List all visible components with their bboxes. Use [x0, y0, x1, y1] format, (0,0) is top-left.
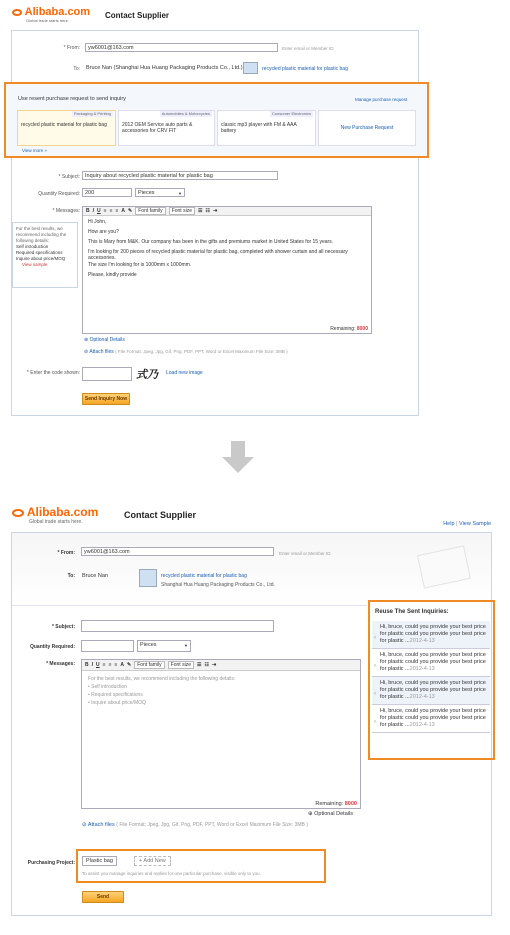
divider: [12, 605, 367, 606]
code-input[interactable]: [82, 367, 132, 381]
send-inquiry-button[interactable]: Send Inquiry Now: [82, 393, 130, 405]
card-category: Automobiles & Motorcycles: [161, 111, 210, 116]
reuse-item[interactable]: ‹ Hi, bruce, could you provide your best price for plastic could you provide your best price for plastic ...2012-4-13: [372, 677, 490, 705]
underline-button[interactable]: U: [97, 208, 101, 214]
circle-icon: ⊕: [84, 337, 89, 343]
italic-button[interactable]: I: [92, 208, 95, 214]
arrow-down-icon: [231, 441, 245, 457]
send-button[interactable]: Send: [82, 891, 124, 903]
message-line: The size I'm looking for is 1000mm x 1000mm.: [88, 262, 192, 268]
message-body[interactable]: [83, 216, 371, 285]
purchasing-project-box: [76, 849, 326, 883]
reuse-panel: [372, 605, 490, 755]
page-title: Contact Supplier: [105, 11, 170, 20]
attach-hint: ( File Format: Jpeg, Jpg, Gif, Png, PDF, PPT, Word or Excel Maximum File Size: 3MB ): [115, 349, 288, 354]
from-input[interactable]: yw6001@163.com: [81, 547, 274, 556]
tip-item: Self introduction: [16, 244, 49, 249]
from-hint: Enter email or Member ID: [282, 46, 334, 51]
view-sample-link[interactable]: View sample: [22, 262, 48, 267]
card-category: Consumer Electronics: [271, 111, 311, 116]
chevron-left-icon: ‹: [374, 718, 376, 725]
tip-item: • Required specifications: [88, 692, 143, 698]
tips-intro: For the best results, we recommend including the following details:: [16, 226, 67, 243]
tips-box: [12, 222, 78, 288]
font-family-select[interactable]: Font family: [135, 207, 165, 215]
message-editor[interactable]: [81, 659, 361, 809]
to-product-link[interactable]: recycled plastic material for plastic bag: [161, 573, 247, 579]
logo-icon: [12, 9, 22, 16]
tips-intro: For the best results, we recommend including the following details:: [88, 676, 236, 682]
chevron-down-icon: ▼: [184, 643, 188, 648]
unit-select[interactable]: [137, 640, 191, 652]
alibaba-logo[interactable]: Alibaba.com: [12, 505, 98, 519]
tip-item: • Inquire about price/MOQ: [88, 700, 146, 706]
unit-value: Pieces: [138, 190, 155, 196]
indent-icon[interactable]: ⇥: [211, 662, 217, 668]
project-label: Purchasing Project:: [27, 860, 75, 866]
optional-details-toggle[interactable]: ⊕ Optional Details: [84, 337, 125, 343]
remaining-value: 8000: [344, 801, 357, 807]
quantity-label: Quantity Required:: [29, 644, 75, 650]
alibaba-logo[interactable]: Alibaba.com: [12, 6, 90, 18]
align-left-icon[interactable]: ≡: [103, 208, 107, 214]
remaining-counter: Remaining: 8000: [330, 326, 368, 332]
product-thumbnail: [243, 62, 258, 74]
load-new-image-link[interactable]: Load new image: [166, 370, 203, 376]
help-links: Help | View Sample: [443, 521, 491, 527]
quantity-input[interactable]: [81, 640, 134, 652]
help-link[interactable]: Help: [443, 521, 455, 527]
message-line: Please, kindly provide: [88, 272, 137, 278]
indent-icon[interactable]: ⇥: [212, 208, 218, 214]
card-text: 2012 OEM Service auto parts & accessories for CRV FIT: [122, 122, 193, 134]
bottom-header: [12, 505, 497, 529]
attach-files[interactable]: ⊘ Attach files ( File Format: Jpeg, Jpg, Gif, Png, PDF, PPT, Word or Excel Maximum File Size: 3MB ): [84, 349, 288, 355]
reuse-item[interactable]: ‹ Hi, bruce, could you provide your best price for plastic could you provide your best price for plastic ...2012-4-13: [372, 649, 490, 677]
align-center-icon[interactable]: ≡: [109, 208, 113, 214]
message-line: Hi John,: [88, 219, 107, 225]
code-label: * Enter the code shown:: [26, 370, 80, 376]
chevron-left-icon: ‹: [374, 662, 376, 669]
quantity-label: Quantity Required:: [38, 191, 80, 197]
to-company: Shanghai Hua Huang Packaging Products Co., Ltd.: [161, 582, 275, 588]
unit-select[interactable]: [135, 188, 185, 197]
request-card-3[interactable]: [217, 110, 316, 146]
message-line: I'm looking for 200 pieces of recycled plastic material for plastic bag, completed with shower curtain and all necessary accessories.: [88, 249, 348, 261]
align-right-icon[interactable]: ≡: [115, 208, 119, 214]
subject-input[interactable]: Inquiry about recycled plastic material for plastic bag: [82, 171, 278, 180]
attach-files[interactable]: ⊘ Attach files ( File Format: Jpeg, Jpg, Gif, Png, PDF, PPT, Word or Excel Maximum File Size: 3MB ): [82, 822, 308, 828]
to-name: Bruce Nan: [82, 573, 108, 579]
card-text: classic mp3 player with FM & AAA battery: [221, 122, 297, 134]
align-left-icon[interactable]: ≡: [102, 662, 106, 668]
reuse-item[interactable]: ‹ Hi, bruce, could you provide your best price for plastic could you provide your best price for plastic ...2012-4-13: [372, 621, 490, 649]
subject-input[interactable]: [81, 620, 274, 632]
message-placeholder: [82, 671, 360, 711]
view-sample-link[interactable]: View Sample: [459, 521, 491, 527]
tip-item: • Self introduction: [88, 684, 127, 690]
page-title: Contact Supplier: [124, 510, 197, 520]
list-icon[interactable]: ☰: [197, 208, 203, 214]
request-card-1[interactable]: [17, 110, 116, 146]
message-line: This is Mary from M&K. Our company has been in the gifts and premiums market in United States for 15 years.: [88, 239, 334, 245]
from-label: * From:: [63, 45, 80, 51]
top-header: [12, 6, 492, 28]
reuse-title: Reuse The Sent Inquiries:: [375, 609, 449, 615]
reuse-item[interactable]: ‹ Hi, bruce, could you provide your best price for plastic could you provide your best price for plastic ...2012-4-13: [372, 705, 490, 733]
to-label: To:: [67, 573, 75, 579]
new-request-card[interactable]: [318, 110, 416, 146]
numbered-list-icon[interactable]: ☷: [204, 662, 209, 668]
new-request-link[interactable]: New Purchase Request: [340, 125, 394, 131]
remaining-value: 8000: [356, 326, 368, 332]
to-label: To:: [73, 66, 80, 72]
tip-item: Required specifications: [16, 250, 63, 255]
highlight-icon[interactable]: ✎: [127, 662, 132, 668]
card-text: recycled plastic material for plastic bag: [21, 122, 107, 128]
remaining-counter: Remaining: 8000: [315, 801, 357, 807]
italic-button[interactable]: I: [91, 662, 94, 668]
to-product-link[interactable]: recycled plastic material for plastic bag: [262, 66, 348, 72]
request-card-2[interactable]: [118, 110, 215, 146]
align-center-icon[interactable]: ≡: [108, 662, 112, 668]
optional-details-toggle[interactable]: ⊕ Optional Details: [308, 811, 353, 817]
from-hint: Enter email or Member ID.: [279, 551, 332, 556]
chevron-down-icon: ▼: [178, 191, 182, 196]
manage-requests-link[interactable]: Manage purchase request: [355, 97, 408, 102]
numbered-list-icon[interactable]: ☷: [205, 208, 210, 214]
font-size-select[interactable]: Font size: [168, 661, 194, 669]
editor-toolbar: [82, 660, 360, 671]
add-new-project[interactable]: + Add New: [134, 856, 171, 866]
paperclip-icon: ⊘: [84, 349, 89, 355]
underline-button[interactable]: U: [96, 662, 100, 668]
font-size-select[interactable]: Font size: [169, 207, 195, 215]
messages-label: * Messages:: [52, 208, 80, 214]
highlight-icon[interactable]: ✎: [128, 208, 133, 214]
tip-item: Inquire about price/MOQ: [16, 256, 66, 261]
from-input[interactable]: yw6001@163.com: [85, 43, 278, 52]
messages-label: * Messages:: [46, 661, 75, 667]
bold-button[interactable]: B: [85, 662, 89, 668]
to-value: Bruce Nan (Shanghai Hua Huang Packaging Products Co., Ltd.): [86, 65, 243, 71]
chevron-left-icon: ‹: [374, 690, 376, 697]
editor-toolbar: [83, 207, 371, 216]
product-thumbnail: [139, 569, 157, 587]
logo-tagline: Global trade starts here.: [26, 18, 69, 23]
align-right-icon[interactable]: ≡: [114, 662, 118, 668]
project-tag[interactable]: Plastic bag: [82, 856, 117, 866]
subject-label: * Subject:: [58, 174, 80, 180]
logo-tagline: Global trade starts here.: [29, 519, 83, 525]
message-editor[interactable]: [82, 206, 372, 334]
bold-button[interactable]: B: [86, 208, 90, 214]
expand-icon: ⊕: [308, 811, 313, 817]
message-line: How are you?: [88, 229, 119, 235]
font-color-icon[interactable]: A: [121, 208, 126, 214]
list-icon[interactable]: ☰: [196, 662, 202, 668]
view-more-link[interactable]: View more »: [22, 148, 47, 153]
unit-value: Pieces: [140, 642, 157, 648]
font-color-icon[interactable]: A: [120, 662, 125, 668]
recent-requests-title: Use resent purchase request to send inquiry: [18, 96, 126, 102]
logo-icon: [12, 509, 24, 517]
paperclip-icon: ⊘: [82, 822, 87, 828]
subject-label: * Subject:: [51, 624, 75, 630]
captcha-image: 式乃: [136, 368, 158, 381]
chevron-left-icon: ‹: [374, 634, 376, 641]
quantity-input[interactable]: 200: [82, 188, 132, 197]
font-family-select[interactable]: Font family: [134, 661, 164, 669]
attach-hint: ( File Format: Jpeg, Jpg, Gif, Png, PDF, PPT, Word or Excel Maximum File Size: 3MB ): [116, 822, 308, 828]
project-hint: To assist you manage inquiries and replies for one particular purchase, visible only to you.: [82, 871, 261, 876]
from-label: * From:: [57, 550, 75, 556]
card-category: Packaging & Printing: [73, 111, 111, 116]
arrow-down-head: [222, 457, 254, 473]
